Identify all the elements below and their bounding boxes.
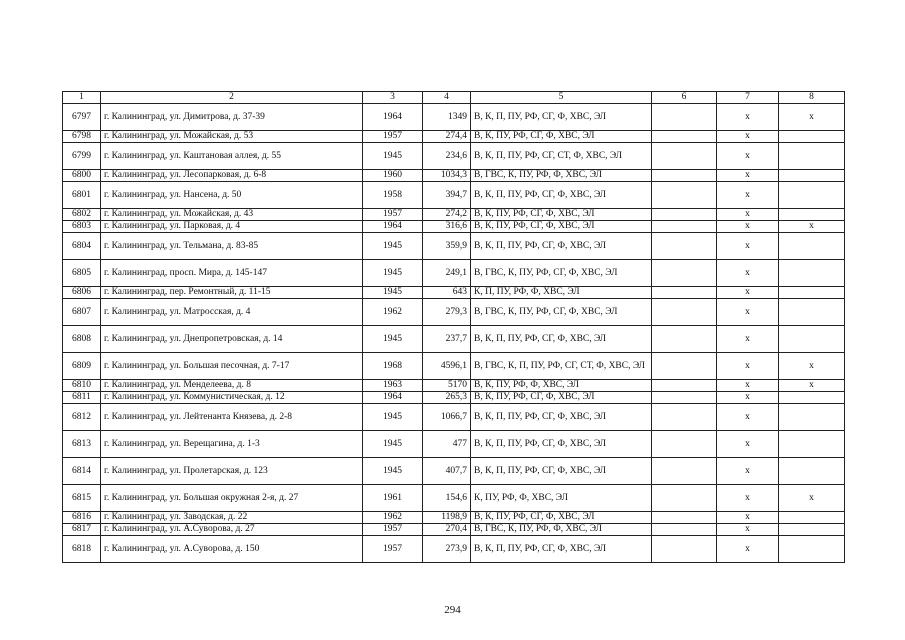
year-cell: 1945	[363, 326, 423, 353]
column-7-mark-cell: х	[717, 143, 779, 170]
column-6-cell	[652, 233, 717, 260]
column-6-cell	[652, 536, 717, 563]
table-row	[63, 431, 845, 458]
area-cell: 1066,7	[423, 404, 471, 431]
utilities-cell: В, К, П, ПУ, РФ, СГ, Ф, ХВС, ЭЛ	[471, 182, 652, 209]
address-cell: г. Калининград, ул. Парковая, д. 4	[101, 221, 363, 233]
address-cell: г. Калининград, ул. Пролетарская, д. 123	[101, 458, 363, 485]
row-number-cell: 6816	[63, 512, 101, 524]
year-cell: 1945	[363, 260, 423, 287]
column-7-mark-cell: х	[717, 392, 779, 404]
column-6-cell	[652, 404, 717, 431]
area-cell: 154,6	[423, 485, 471, 512]
area-cell: 316,6	[423, 221, 471, 233]
header-cell-4: 4	[423, 92, 471, 104]
utilities-cell: В, К, ПУ, РФ, СГ, Ф, ХВС, ЭЛ	[471, 392, 652, 404]
utilities-cell: В, К, ПУ, РФ, Ф, ХВС, ЭЛ	[471, 380, 652, 392]
year-cell: 1960	[363, 170, 423, 182]
column-6-cell	[652, 143, 717, 170]
address-cell: г. Калининград, ул. Большая песочная, д. 7-17	[101, 353, 363, 380]
column-6-cell	[652, 380, 717, 392]
row-number-cell: 6802	[63, 209, 101, 221]
row-number-cell: 6812	[63, 404, 101, 431]
table-row	[63, 131, 845, 143]
area-cell: 274,2	[423, 209, 471, 221]
area-cell: 4596,1	[423, 353, 471, 380]
utilities-cell: В, ГВС, К, ПУ, РФ, Ф, ХВС, ЭЛ	[471, 170, 652, 182]
year-cell: 1964	[363, 392, 423, 404]
column-6-cell	[652, 512, 717, 524]
row-number-cell: 6799	[63, 143, 101, 170]
row-number-cell: 6813	[63, 431, 101, 458]
table-body	[63, 104, 845, 563]
header-cell-6: 6	[652, 92, 717, 104]
area-cell: 265,3	[423, 392, 471, 404]
row-number-cell: 6797	[63, 104, 101, 131]
utilities-cell: В, К, ПУ, РФ, СГ, Ф, ХВС, ЭЛ	[471, 209, 652, 221]
row-number-cell: 6804	[63, 233, 101, 260]
column-6-cell	[652, 260, 717, 287]
column-8-mark-cell	[779, 392, 845, 404]
area-cell: 274,4	[423, 131, 471, 143]
address-cell: г. Калининград, ул. Матросская, д. 4	[101, 299, 363, 326]
table-row	[63, 404, 845, 431]
area-cell: 5170	[423, 380, 471, 392]
utilities-cell: В, К, П, ПУ, РФ, СГ, Ф, ХВС, ЭЛ	[471, 431, 652, 458]
column-8-mark-cell: х	[779, 380, 845, 392]
header-cell-7: 7	[717, 92, 779, 104]
column-6-cell	[652, 326, 717, 353]
column-8-mark-cell	[779, 326, 845, 353]
year-cell: 1963	[363, 380, 423, 392]
area-cell: 359,9	[423, 233, 471, 260]
utilities-cell: В, К, П, ПУ, РФ, СГ, Ф, ХВС, ЭЛ	[471, 458, 652, 485]
column-8-mark-cell	[779, 287, 845, 299]
year-cell: 1945	[363, 458, 423, 485]
area-cell: 234,6	[423, 143, 471, 170]
header-cell-8: 8	[779, 92, 845, 104]
utilities-cell: В, ГВС, К, П, ПУ, РФ, СГ, СТ, Ф, ХВС, ЭЛ	[471, 353, 652, 380]
column-7-mark-cell: х	[717, 404, 779, 431]
year-cell: 1945	[363, 404, 423, 431]
column-6-cell	[652, 299, 717, 326]
year-cell: 1945	[363, 233, 423, 260]
row-number-cell: 6803	[63, 221, 101, 233]
column-7-mark-cell: х	[717, 299, 779, 326]
table-row	[63, 512, 845, 524]
row-number-cell: 6808	[63, 326, 101, 353]
column-7-mark-cell: х	[717, 287, 779, 299]
year-cell: 1945	[363, 143, 423, 170]
header-cell-2: 2	[101, 92, 363, 104]
utilities-cell: В, ГВС, К, ПУ, РФ, Ф, ХВС, ЭЛ	[471, 524, 652, 536]
table-row	[63, 260, 845, 287]
column-7-mark-cell: х	[717, 485, 779, 512]
table-row	[63, 458, 845, 485]
area-cell: 1198,9	[423, 512, 471, 524]
column-8-mark-cell: х	[779, 104, 845, 131]
year-cell: 1957	[363, 209, 423, 221]
year-cell: 1957	[363, 524, 423, 536]
column-7-mark-cell: х	[717, 536, 779, 563]
column-8-mark-cell	[779, 182, 845, 209]
area-cell: 407,7	[423, 458, 471, 485]
column-8-mark-cell	[779, 536, 845, 563]
column-8-mark-cell	[779, 131, 845, 143]
column-8-mark-cell	[779, 512, 845, 524]
area-cell: 1349	[423, 104, 471, 131]
table-row	[63, 326, 845, 353]
year-cell: 1962	[363, 299, 423, 326]
year-cell: 1961	[363, 485, 423, 512]
column-6-cell	[652, 131, 717, 143]
row-number-cell: 6801	[63, 182, 101, 209]
column-6-cell	[652, 431, 717, 458]
area-cell: 279,3	[423, 299, 471, 326]
row-number-cell: 6798	[63, 131, 101, 143]
address-cell: г. Калининград, ул. Можайская, д. 53	[101, 131, 363, 143]
column-6-cell	[652, 353, 717, 380]
column-8-mark-cell	[779, 143, 845, 170]
row-number-cell: 6810	[63, 380, 101, 392]
utilities-cell: В, ГВС, К, ПУ, РФ, СГ, Ф, ХВС, ЭЛ	[471, 299, 652, 326]
area-cell: 643	[423, 287, 471, 299]
column-6-cell	[652, 392, 717, 404]
header-cell-5: 5	[471, 92, 652, 104]
column-7-mark-cell: х	[717, 104, 779, 131]
address-cell: г. Калининград, пер. Ремонтный, д. 11-15	[101, 287, 363, 299]
column-7-mark-cell: х	[717, 353, 779, 380]
table-row	[63, 353, 845, 380]
table-row	[63, 233, 845, 260]
address-cell: г. Калининград, ул. Тельмана, д. 83-85	[101, 233, 363, 260]
address-cell: г. Калининград, ул. Менделеева, д. 8	[101, 380, 363, 392]
page-number: 294	[444, 604, 461, 616]
table-row	[63, 380, 845, 392]
column-6-cell	[652, 287, 717, 299]
address-cell: г. Калининград, ул. Нансена, д. 50	[101, 182, 363, 209]
table-row	[63, 209, 845, 221]
area-cell: 249,1	[423, 260, 471, 287]
address-cell: г. Калининград, ул. Лесопарковая, д. 6-8	[101, 170, 363, 182]
row-number-cell: 6805	[63, 260, 101, 287]
header-cell-1: 1	[63, 92, 101, 104]
column-7-mark-cell: х	[717, 260, 779, 287]
column-7-mark-cell: х	[717, 512, 779, 524]
column-7-mark-cell: х	[717, 380, 779, 392]
column-8-mark-cell	[779, 404, 845, 431]
column-7-mark-cell: х	[717, 326, 779, 353]
column-8-mark-cell: х	[779, 485, 845, 512]
address-cell: г. Калининград, ул. Димитрова, д. 37-39	[101, 104, 363, 131]
column-7-mark-cell: х	[717, 458, 779, 485]
address-cell: г. Калининград, ул. Лейтенанта Князева, д. 2-8	[101, 404, 363, 431]
area-cell: 1034,3	[423, 170, 471, 182]
address-cell: г. Калининград, ул. А.Суворова, д. 27	[101, 524, 363, 536]
column-7-mark-cell: х	[717, 431, 779, 458]
year-cell: 1945	[363, 287, 423, 299]
utilities-cell: В, ГВС, К, ПУ, РФ, СГ, Ф, ХВС, ЭЛ	[471, 260, 652, 287]
column-6-cell	[652, 104, 717, 131]
utilities-cell: В, К, П, ПУ, РФ, СГ, Ф, ХВС, ЭЛ	[471, 104, 652, 131]
column-8-mark-cell	[779, 209, 845, 221]
year-cell: 1968	[363, 353, 423, 380]
column-8-mark-cell	[779, 431, 845, 458]
utilities-cell: В, К, П, ПУ, РФ, СГ, Ф, ХВС, ЭЛ	[471, 326, 652, 353]
table-row	[63, 182, 845, 209]
column-6-cell	[652, 485, 717, 512]
address-cell: г. Калининград, ул. А.Суворова, д. 150	[101, 536, 363, 563]
address-cell: г. Калининград, ул. Днепропетровская, д. 14	[101, 326, 363, 353]
row-number-cell: 6811	[63, 392, 101, 404]
area-cell: 270,4	[423, 524, 471, 536]
column-8-mark-cell	[779, 458, 845, 485]
column-7-mark-cell: х	[717, 209, 779, 221]
address-cell: г. Калининград, ул. Коммунистическая, д. 12	[101, 392, 363, 404]
column-8-mark-cell: х	[779, 221, 845, 233]
year-cell: 1964	[363, 104, 423, 131]
table-row	[63, 221, 845, 233]
column-6-cell	[652, 524, 717, 536]
header-row	[63, 92, 845, 104]
row-number-cell: 6817	[63, 524, 101, 536]
row-number-cell: 6814	[63, 458, 101, 485]
header-cell-3: 3	[363, 92, 423, 104]
column-8-mark-cell: х	[779, 353, 845, 380]
year-cell: 1962	[363, 512, 423, 524]
column-6-cell	[652, 182, 717, 209]
column-6-cell	[652, 221, 717, 233]
utilities-cell: В, К, ПУ, РФ, СГ, Ф, ХВС, ЭЛ	[471, 131, 652, 143]
utilities-cell: К, ПУ, РФ, Ф, ХВС, ЭЛ	[471, 485, 652, 512]
utilities-cell: В, К, П, ПУ, РФ, СГ, Ф, ХВС, ЭЛ	[471, 536, 652, 563]
column-7-mark-cell: х	[717, 170, 779, 182]
table-row	[63, 536, 845, 563]
table-row	[63, 299, 845, 326]
year-cell: 1957	[363, 536, 423, 563]
table-row	[63, 524, 845, 536]
column-6-cell	[652, 458, 717, 485]
table-row	[63, 392, 845, 404]
column-8-mark-cell	[779, 260, 845, 287]
column-8-mark-cell	[779, 299, 845, 326]
table-row	[63, 104, 845, 131]
column-6-cell	[652, 209, 717, 221]
address-cell: г. Калининград, просп. Мира, д. 145-147	[101, 260, 363, 287]
column-7-mark-cell: х	[717, 221, 779, 233]
row-number-cell: 6806	[63, 287, 101, 299]
address-cell: г. Калининград, ул. Каштановая аллея, д. 55	[101, 143, 363, 170]
table-row	[63, 485, 845, 512]
column-8-mark-cell	[779, 170, 845, 182]
row-number-cell: 6800	[63, 170, 101, 182]
utilities-cell: В, К, ПУ, РФ, СГ, Ф, ХВС, ЭЛ	[471, 221, 652, 233]
area-cell: 477	[423, 431, 471, 458]
column-7-mark-cell: х	[717, 131, 779, 143]
year-cell: 1958	[363, 182, 423, 209]
building-registry-table	[62, 91, 845, 563]
row-number-cell: 6807	[63, 299, 101, 326]
address-cell: г. Калининград, ул. Верещагина, д. 1-3	[101, 431, 363, 458]
area-cell: 394,7	[423, 182, 471, 209]
column-7-mark-cell: х	[717, 524, 779, 536]
table-row	[63, 143, 845, 170]
table-row	[63, 287, 845, 299]
utilities-cell: В, К, П, ПУ, РФ, СГ, Ф, ХВС, ЭЛ	[471, 233, 652, 260]
column-6-cell	[652, 170, 717, 182]
year-cell: 1964	[363, 221, 423, 233]
utilities-cell: В, К, П, ПУ, РФ, СГ, Ф, ХВС, ЭЛ	[471, 404, 652, 431]
table-header	[63, 92, 845, 104]
address-cell: г. Калининград, ул. Большая окружная 2-я, д. 27	[101, 485, 363, 512]
column-8-mark-cell	[779, 233, 845, 260]
address-cell: г. Калининград, ул. Заводская, д. 22	[101, 512, 363, 524]
column-8-mark-cell	[779, 524, 845, 536]
column-7-mark-cell: х	[717, 182, 779, 209]
utilities-cell: В, К, П, ПУ, РФ, СГ, СТ, Ф, ХВС, ЭЛ	[471, 143, 652, 170]
row-number-cell: 6818	[63, 536, 101, 563]
address-cell: г. Калининград, ул. Можайская, д. 43	[101, 209, 363, 221]
utilities-cell: К, П, ПУ, РФ, Ф, ХВС, ЭЛ	[471, 287, 652, 299]
year-cell: 1945	[363, 431, 423, 458]
row-number-cell: 6815	[63, 485, 101, 512]
area-cell: 237,7	[423, 326, 471, 353]
table-row	[63, 170, 845, 182]
year-cell: 1957	[363, 131, 423, 143]
utilities-cell: В, К, ПУ, РФ, СГ, Ф, ХВС, ЭЛ	[471, 512, 652, 524]
column-7-mark-cell: х	[717, 233, 779, 260]
row-number-cell: 6809	[63, 353, 101, 380]
area-cell: 273,9	[423, 536, 471, 563]
